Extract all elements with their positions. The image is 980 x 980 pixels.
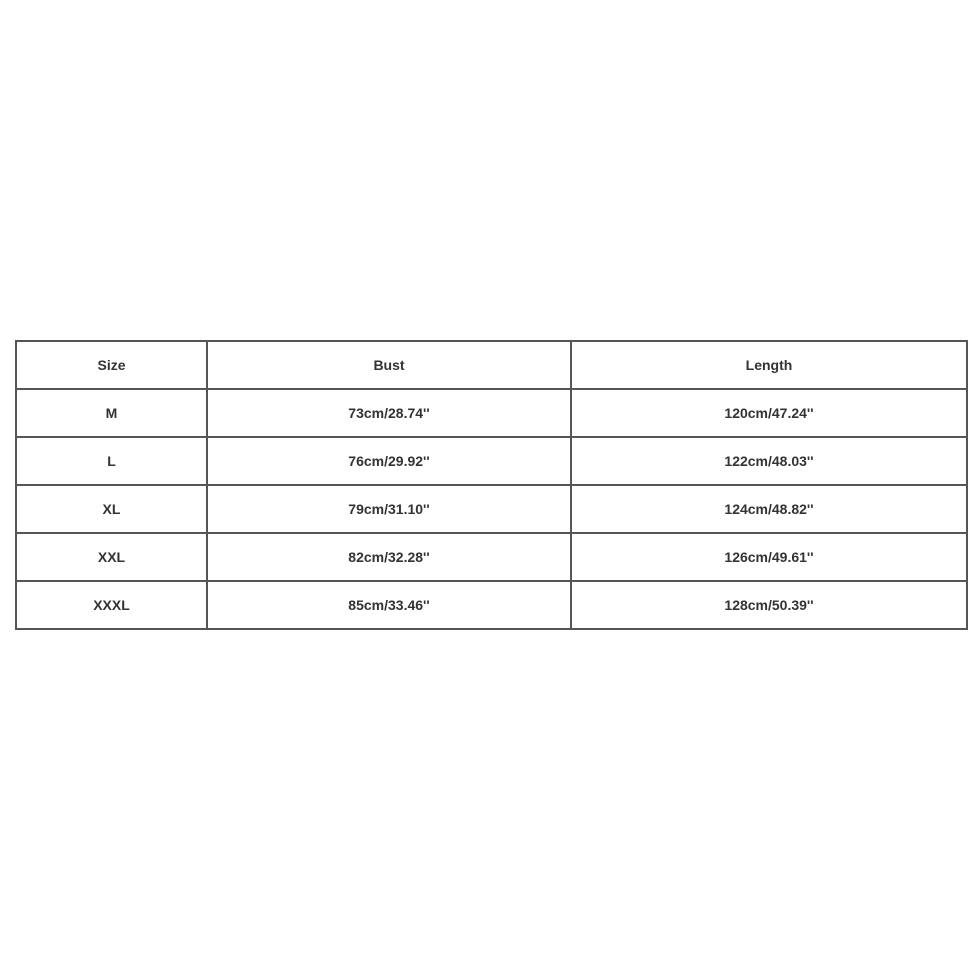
header-length: Length — [571, 341, 967, 389]
cell-size: M — [16, 389, 207, 437]
cell-bust: 79cm/31.10'' — [207, 485, 571, 533]
cell-bust: 76cm/29.92'' — [207, 437, 571, 485]
header-row — [16, 341, 967, 389]
cell-length: 126cm/49.61'' — [571, 533, 967, 581]
cell-bust: 82cm/32.28'' — [207, 533, 571, 581]
table-body — [16, 389, 967, 629]
cell-bust: 85cm/33.46'' — [207, 581, 571, 629]
cell-size: XXXL — [16, 581, 207, 629]
table-header — [16, 341, 967, 389]
cell-size: L — [16, 437, 207, 485]
cell-length: 122cm/48.03'' — [571, 437, 967, 485]
cell-length: 120cm/47.24'' — [571, 389, 967, 437]
cell-length: 124cm/48.82'' — [571, 485, 967, 533]
size-chart-table — [15, 340, 968, 630]
cell-length: 128cm/50.39'' — [571, 581, 967, 629]
header-bust: Bust — [207, 341, 571, 389]
cell-size: XXL — [16, 533, 207, 581]
table-row — [16, 389, 967, 437]
cell-size: XL — [16, 485, 207, 533]
table-row — [16, 581, 967, 629]
table-row — [16, 485, 967, 533]
header-size: Size — [16, 341, 207, 389]
table-row — [16, 437, 967, 485]
cell-bust: 73cm/28.74'' — [207, 389, 571, 437]
table-row — [16, 533, 967, 581]
